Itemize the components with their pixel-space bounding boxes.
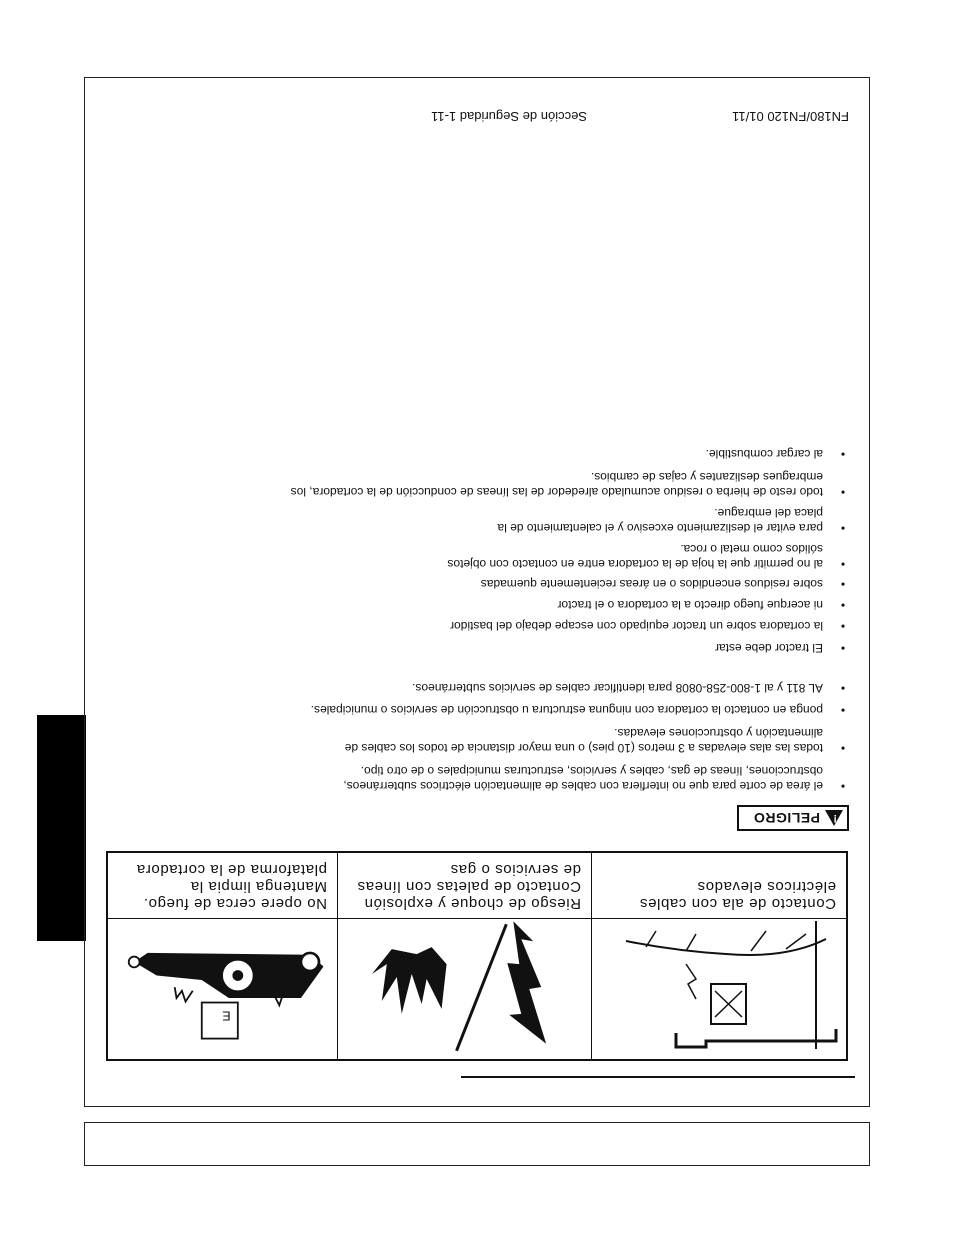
hazard-cell-power-lines — [592, 853, 846, 1059]
hazard-text-power-lines: Contacto de ala con cables eléctricos elevados — [639, 878, 836, 912]
hazard-text-fire: No opere cerca de fuego. Mantenga limpia la plataforma de la cortadora — [136, 861, 327, 912]
hazard-cell-shock-explosion — [338, 853, 592, 1059]
section-tab — [37, 715, 86, 941]
hazard-cell-fire — [108, 853, 338, 1059]
explosion-shock-icon — [338, 918, 591, 1059]
top-rule — [461, 1076, 855, 1078]
svg-text:E: E — [222, 1008, 231, 1023]
warning-triangle-icon — [825, 810, 843, 826]
hazard-text-shock-explosion: Riesgo de choque y explosión Contacto de paletas con líneas de servicios o gas — [357, 861, 581, 912]
page-header-model: FN180/FN120 01/11 — [732, 109, 849, 124]
hazard-table — [106, 851, 848, 1061]
rotated-page-content: Contacto de ala con cables eléctricos elevados Riesgo de choque y explosión Contacto de paletas con líneas de servicios o gas E No opere cerca de fuego. Mantenga limpia la plataforma de la cortadora ! PELIGRO • el área de corte para que no interfiera con cables de alimentación eléctricos subterráneos, obstrucciones, líneas de gas, cables y servicios, estructuras municipales o de otro tipo. • todas las alas elevadas a 3 metros (10 pies) o una mayor distancia de todos los cables de alimentación y obstrucciones elevadas. • ponga en contacto la cortadora con ninguna estructura u obstrucción de servicios o municipales. • AL 811 y al 1-800-258-0808 para identificar cables de servicios subterráneos. • El tractor debe estar • la cortadora sobre un tractor equipado con escape debajo del bastidor • ni acerque fuego directo a la cortadora o el tractor • sobre residuos encendidos o en áreas recientemente quemadas • al no permitir que la hoja de la cortadora entre en contacto con objetos sólidos como metal o roca. • para evitar el deslizamiento excesivo y el calentamiento de la placa del embrague. • todo resto de hierba o residuo acumulado alrededor de las líneas de conducción de la cortadora, los embragues deslizantes y cajas de cambios. • al cargar combustible. FN180/FN120 01/11 Sección de Seguridad 1-11 — [85, 78, 869, 1106]
danger-badge — [737, 805, 849, 831]
danger-label: PELIGRO — [753, 810, 820, 826]
page-header-section: Sección de Seguridad 1-11 — [431, 109, 587, 124]
power-line-contact-icon — [592, 918, 846, 1059]
footer-box — [84, 1122, 870, 1166]
fire-mower-icon — [108, 918, 337, 1059]
page-frame — [84, 77, 870, 1107]
